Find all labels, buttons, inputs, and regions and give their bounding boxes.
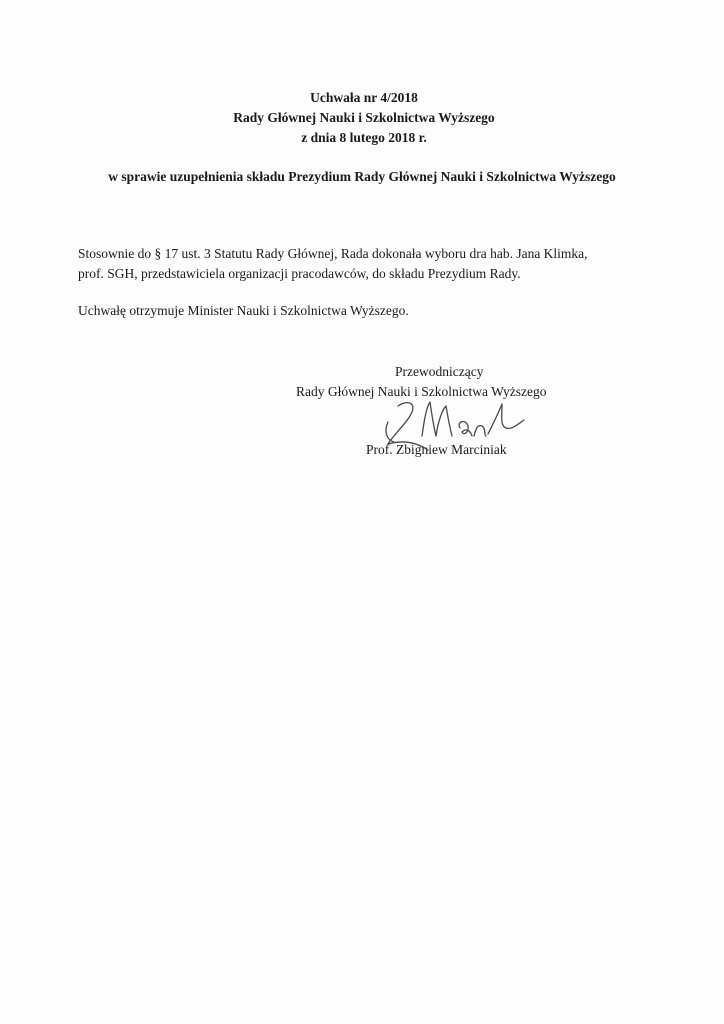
resolution-number: Uchwała nr 4/2018 <box>310 90 418 105</box>
signature-stroke-n <box>474 425 486 436</box>
handwritten-signature <box>376 392 536 464</box>
signature-stroke-m <box>422 402 452 436</box>
resolution-paragraph-2 <box>78 301 658 321</box>
paragraph-2-line-1: Uchwałę otrzymuje Minister Nauki i Szkolnictwa Wyższego. <box>78 303 409 318</box>
paragraph-1-line-1: Stosownie do § 17 ust. 3 Statutu Rady Głównej, Rada dokonała wyboru dra hab. Jana Klimka, <box>78 246 588 261</box>
resolution-paragraph-1 <box>78 244 658 284</box>
signature-stroke-tail <box>488 404 524 434</box>
resolution-subject: w sprawie uzupełnienia składu Prezydium Rady Głównej Nauki i Szkolnictwa Wyższego <box>108 169 616 184</box>
resolution-header <box>0 88 724 148</box>
resolution-date: z dnia 8 lutego 2018 r. <box>301 130 427 145</box>
signatory-role: Przewodniczący <box>395 364 484 379</box>
paragraph-1-line-2: prof. SGH, przedstawiciela organizacji pracodawców, do składu Prezydium Rady. <box>78 266 521 281</box>
signatory-name: Prof. Zbigniew Marciniak <box>366 442 507 457</box>
signatory-council: Rady Głównej Nauki i Szkolnictwa Wyższego <box>296 384 547 399</box>
issuing-body: Rady Głównej Nauki i Szkolnictwa Wyższego <box>233 110 495 125</box>
signature-stroke-a <box>459 422 472 436</box>
signature-stroke-z <box>388 403 428 450</box>
signature-stroke-loop <box>386 422 394 442</box>
